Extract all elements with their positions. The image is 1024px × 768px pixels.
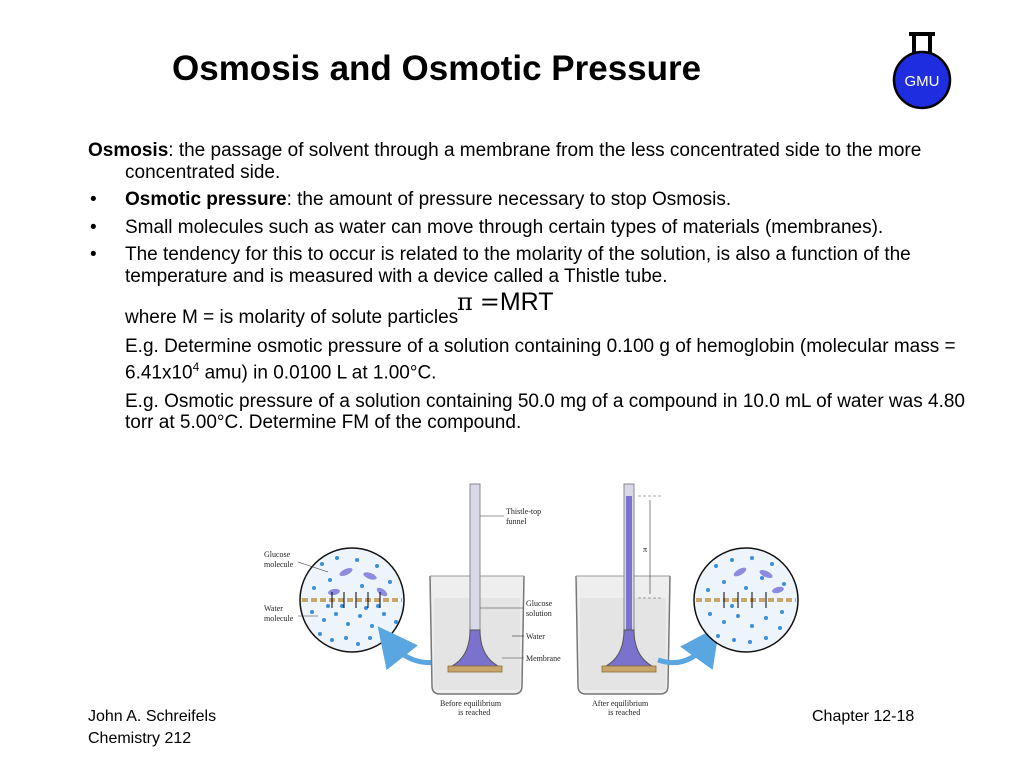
svg-text:funnel: funnel bbox=[506, 517, 527, 526]
magnified-view-after bbox=[694, 548, 798, 652]
svg-text:molecule: molecule bbox=[264, 560, 294, 569]
bullet-dot: • bbox=[90, 189, 97, 210]
osmosis-definition bbox=[88, 140, 968, 183]
magnified-view-before bbox=[300, 548, 404, 652]
bullet-small-molecules bbox=[88, 217, 968, 239]
formula-equals: = bbox=[479, 288, 500, 316]
glucose-molecule-label: Glucose bbox=[264, 550, 291, 559]
osmosis-term: Osmosis bbox=[88, 140, 169, 161]
raised-solution-column bbox=[626, 496, 632, 636]
bullet-dot: • bbox=[90, 216, 97, 238]
example-hemoglobin: E.g. Determine osmotic pressure of a solution containing 0.100 g of hemoglobin (molecular mass = $6.41x10^4$ amu) in 0.0100 L at 1.00°C. bbox=[125, 335, 956, 384]
thistle-funnel-label: Thistle-top bbox=[506, 507, 542, 516]
water-molecule-label: Water bbox=[264, 604, 283, 613]
membrane-disk bbox=[448, 666, 502, 672]
footer-page-number: Chapter 12-18 bbox=[812, 708, 915, 725]
water-label: Water bbox=[526, 632, 545, 641]
osmosis-def-text: : the passage of solvent through a membrane from the less concentrated side to the more concentrated side. bbox=[125, 140, 922, 183]
osmosis-apparatus-figure bbox=[262, 480, 852, 720]
svg-text:is reached: is reached bbox=[608, 708, 641, 717]
bullet-osmotic-pressure bbox=[88, 189, 968, 211]
membrane-label: Membrane bbox=[526, 654, 561, 663]
example-formula-mass: E.g. Osmotic pressure of a solution containing 50.0 mg of a compound in 10.0 mL of water was 4.80 torr at 5.00°C. Determine FM of the compound. bbox=[125, 390, 965, 434]
beaker-after bbox=[576, 484, 670, 694]
after-equilibrium-label: After equilibrium bbox=[592, 699, 649, 708]
pi-height-label: π bbox=[643, 545, 648, 554]
bullet-text: : the amount of pressure necessary to stop Osmosis. bbox=[286, 189, 732, 210]
bullet-tendency bbox=[88, 244, 968, 287]
before-equilibrium-label: Before equilibrium bbox=[440, 699, 502, 708]
logo-text: GMU bbox=[904, 73, 940, 90]
svg-text:molecule: molecule bbox=[264, 614, 294, 623]
bullet-text: The tendency for this to occur is related to the molarity of the solution, is also a function of the temperature and is measured with a device called a Thistle tube. bbox=[125, 244, 911, 287]
bullet-dot: • bbox=[90, 244, 97, 265]
slide-body bbox=[88, 140, 968, 441]
formula-rhs: MRT bbox=[499, 288, 554, 316]
where-line: where M = is molarity of solute particles bbox=[125, 307, 459, 328]
osmotic-pressure-term: Osmotic pressure bbox=[125, 189, 287, 210]
glucose-solution-label: Glucose bbox=[526, 599, 553, 608]
footer-author: John A. Schreifels bbox=[88, 708, 217, 725]
bullet-text: Small molecules such as water can move through certain types of materials (membranes). bbox=[125, 216, 884, 238]
gmu-flask-logo bbox=[890, 28, 956, 114]
slide-title: Osmosis and Osmotic Pressure bbox=[172, 49, 702, 88]
footer-course: Chemistry 212 bbox=[88, 730, 192, 747]
formula-pi: π bbox=[457, 288, 473, 316]
svg-text:solution: solution bbox=[526, 609, 552, 618]
footer-author-block bbox=[88, 706, 216, 750]
svg-text:is reached: is reached bbox=[458, 708, 491, 717]
